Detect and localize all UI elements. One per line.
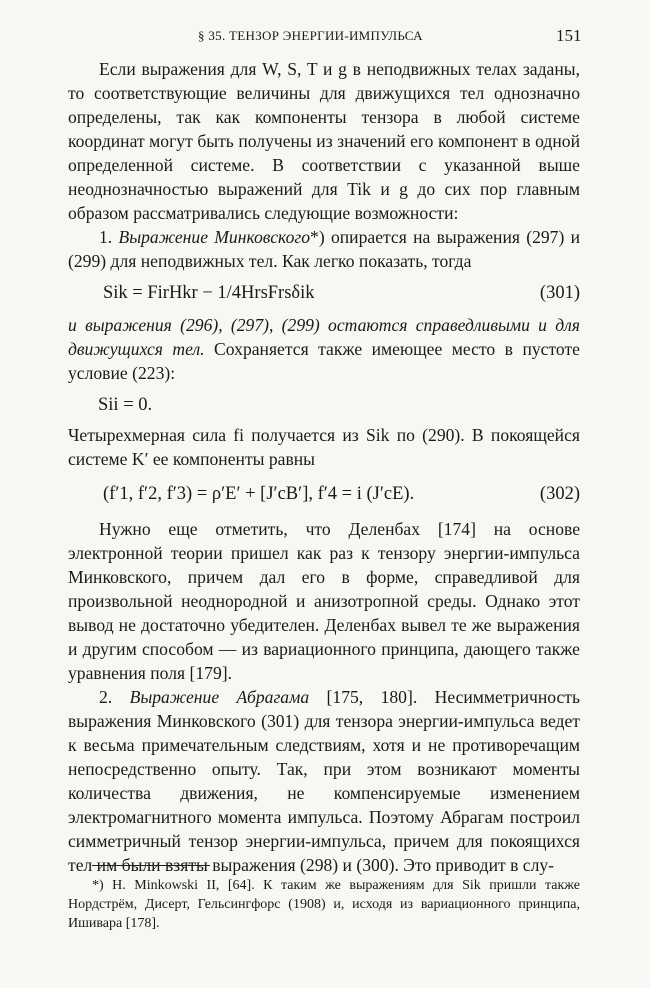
minkowski-text: *) опирается на выражения (297) и (299) для неподвижных тел. Как легко показать, тогда [68, 227, 581, 271]
abraham-heading: Выражение Абрагама [129, 687, 310, 707]
section-title: § 35. ТЕНЗОР ЭНЕРГИИ-ИМПУЛЬСА [198, 28, 423, 43]
validity-italic: и выражения (296), (297), (299) остаются справедливыми и для движущихся тел. [68, 315, 580, 359]
equation-302-formula: (f′1, f′2, f′3) = ρ′E′ + [J′cB′], f′4 = i (J′cE). [103, 484, 415, 504]
equation-301-number: (301) [539, 283, 580, 303]
paragraph-force: Четырехмерная сила fi получается из Sik по (290). В покоящейся системе K′ ее компоненты равны [68, 425, 580, 469]
footnote-text: *) H. Minkowski II, [64]. К таким же выражениям для Sik пришли также Нордстрём, Дисерт, Гельсингфорс (1908) и, исходя из вариационного принципа, Ишивара [178]. [68, 878, 580, 931]
equation-301 [68, 273, 580, 313]
paragraph-minkowski [68, 225, 580, 273]
page-number: 151 [556, 26, 582, 45]
equation-trace-formula: Sii = 0. [98, 395, 153, 415]
minkowski-heading: Выражение Минковского [118, 227, 311, 247]
footnote-divider [92, 865, 210, 866]
equation-302 [68, 471, 580, 517]
paragraph-dellenbach: Нужно еще отметить, что Деленбах [174] на основе электронной теории пришел как раз к тензору энергии-импульса Минковского, причем дал его в форме, справедливой для произвольной неоднородной и анизотропной среды. Однако этот вывод не достаточно убедителен. Деленбах вывел те же выражения и другим способом — из вариационного принципа, дающего также уравнения поля [179]. [68, 519, 580, 683]
main-text [68, 57, 580, 877]
validity-text: Сохраняется также имеющее место в пустоте условие (223): [68, 339, 580, 383]
paragraph-abraham [68, 685, 580, 877]
paragraph-validity [68, 313, 580, 385]
equation-trace [68, 385, 580, 423]
equation-302-number: (302) [539, 484, 580, 504]
item-number: 2. [99, 687, 130, 707]
running-header [0, 26, 650, 48]
item-number: 1. [99, 227, 119, 247]
paragraph-intro: Если выражения для W, S, T и g в неподвижных телах заданы, то соответствующие величины для движущихся тел однозначно определены, так как компоненты тензора в любой системе координат могут быть получены из значений его компонент в одной определенной системе. В соответствии с указанной выше неоднозначностью выражений для Tik и g до сих пор главным образом рассматривались следующие возможности: [68, 59, 580, 223]
equation-301-formula: Sik = FirHkr − 1/4HrsFrsδik [103, 283, 315, 303]
footnote [68, 876, 580, 933]
abraham-text: [175, 180]. Несимметричность выражения Минковского (301) для тензора энергии-импульса ведет к весьма примечательным следствиям, хотя и не противоречащим непосредственно опыту. Так, при этом возникают моменты количества движения, не компенсируемые изменением электромагнитного момента импульса. Поэтому Абрагам построил симметричный тензор энергии-импульса, причем для покоящихся тел им были взяты выражения (298) и (300). Это приводит в слу- [68, 687, 581, 875]
